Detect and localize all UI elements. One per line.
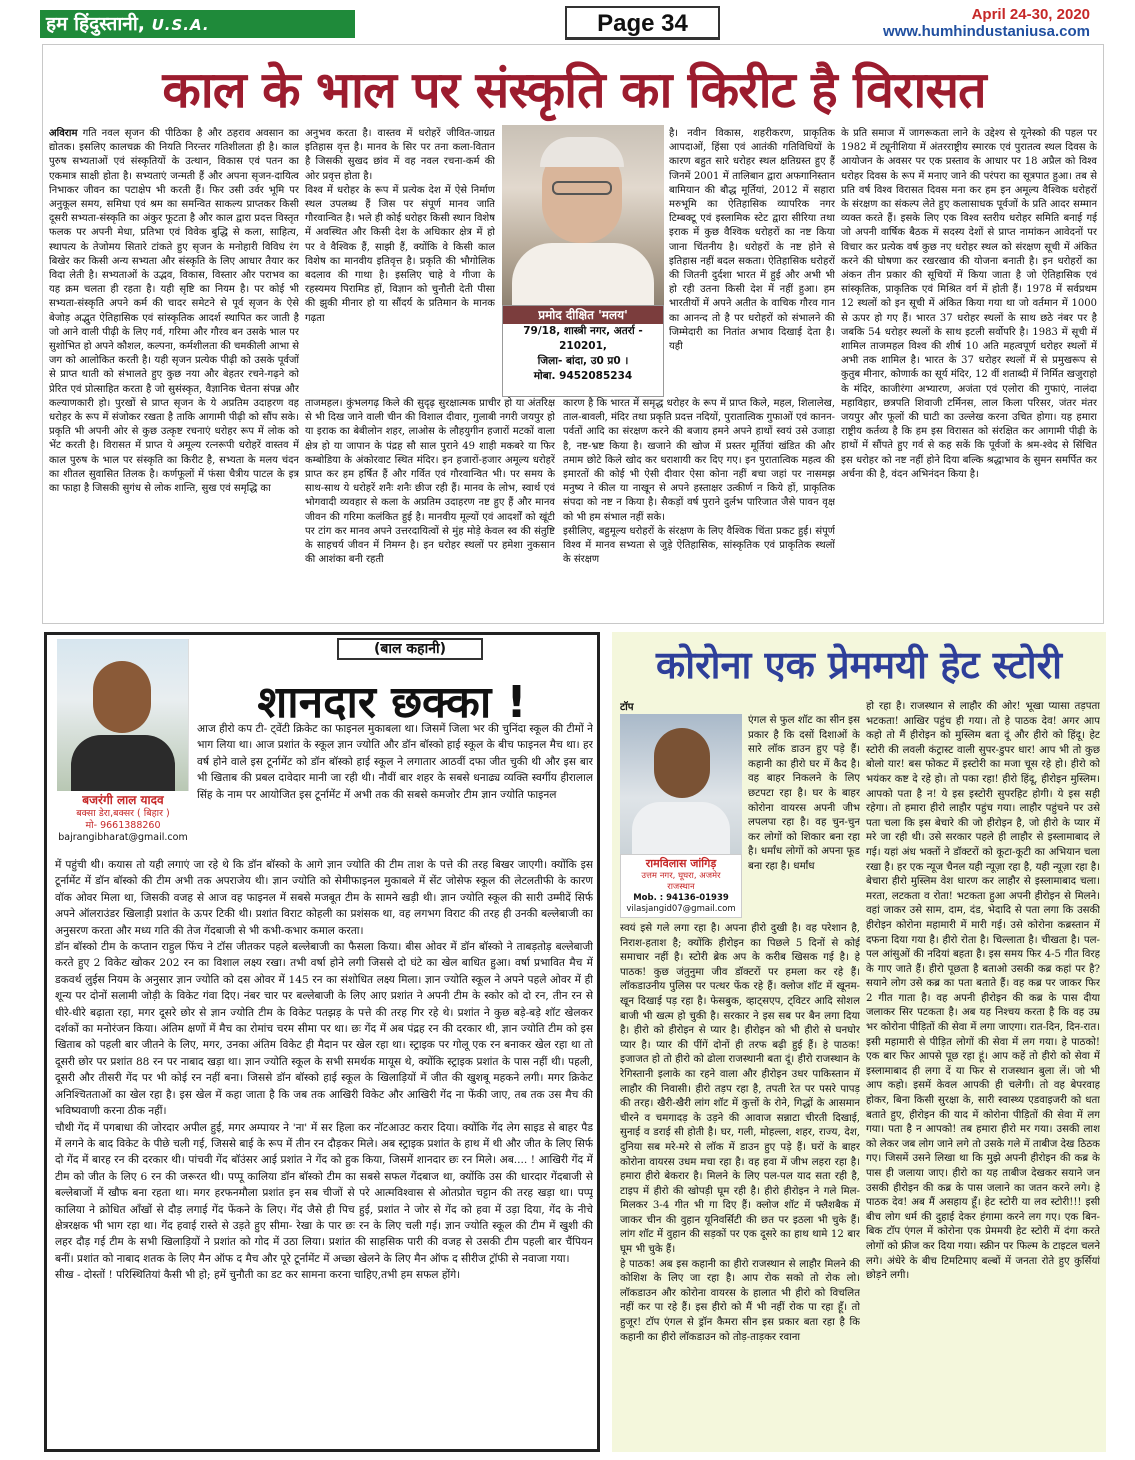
story-intro: आज हीरो कप टी- ट्वेंटी क्रिकेट का फाइनल मुकाबला था। जिसमें जिला भर की चुनिंदा स्कूल की टीमों ने भाग लिया था। आज प्रशांत के स्कूल ज्ञान ज्योति और डॉन बॉस्को हाई स्कूल के बीच फाइनल मैच था। हर वर्ष होने वाले इस टूर्नामेंट को डॉन बॉस्को हाई स्कूल ने लगातार आठवीं दफा जीत चुकी थी और इस बार भी खिताब की प्रबल दावेदार मानी जा रही थी। नौवीं बार शहर के सबसे धनाढ्य व्यक्ति स्वर्गीय हीरालाल सिंह के नाम पर आयोजित इस टूर्नामेंट में अभी तक की सबसे कमजोर टीम ज्ञान ज्योति फाइनल [197,723,593,801]
brand-suffix: U.S.A. [151,16,210,34]
article-headline: काल के भाल पर संस्कृति का किरीट है विरासत [162,61,986,119]
article-column-3: है। नवीन विकास, शहरीकरण, प्राकृतिक आपदाओं, हिंसा एवं आतंकी गतिविधियों के कारण बहुत सारे धरोहर स्थल क्षतिग्रस्त हुए हैं जिनमें 2001 में तालिबान द्वारा अफगानिस्तान बामियान की बौद्ध मूर्तियां, 2012 में सहारा मरुभूमि का ऐतिहासिक व्यापरिक नगर टिम्बक्टू एवं इस्लामिक स्टेट द्वारा सीरिया तथा इराक में कुछ वैश्विक धरोहरों का नष्ट किया जाना चिंतनीय है। धरोहरों के नष्ट होने से इतिहास नहीं बदल सकता। ऐतिहासिक धरोहरों की जितनी दुर्दशा भारत में हुई और अभी भी हो रही उतना किसी देश में नहीं हुआ। हम भारतीयों में अपने अतीत के वाचिक गौरव गान का आनन्द तो है पर धरोहरों को संभालने की जिम्मेदारी का नितांत अभाव दिखाई देता है। यही [669,128,835,353]
article-column-4: के प्रति समाज में जागरूकता लाने के उद्देश्य से यूनेस्को की पहल पर 1982 में ट्यूनीशिया में अंतरराष्ट्रीय स्मारक एवं पुरातत्व स्थल दिवस के आयोजन के अवसर पर एक प्रस्ताव के आधार पर 18 अप्रैल को विश्व धरोहर दिवस के रूप में मनाए जाने की परंपरा का सूत्रपात हुआ। तब से प्रति वर्ष विश्व विरासत दिवस मना कर हम इन अमूल्य वैश्विक धरोहरों के संरक्षण का संकल्प लेते हुए कलासाधक पूर्वजों के प्रति आदर सम्मान व्यक्त करते हैं। इसके लिए एक विश्व स्तरीय धरोहर समिति बनाई गई जो अपनी वार्षिक बैठक में सदस्य देशों से प्राप्त नामांकन आवेदनों पर विचार कर प्रत्येक वर्ष कुछ नए धरोहर स्थल को संरक्षण सूची में अंकित करने की घोषणा कर रखरखाव की योजना बनाती है। इन धरोहरों का अंकन तीन प्रकार की सूचियों में किया जाता है जो ऐतिहासिक एवं सांस्कृतिक, प्राकृतिक एवं मिश्रित वर्ग में होती हैं। 1978 में सर्वप्रथम 12 स्थलों को इन सूची में अंकित किया गया था जो वर्तमान में 1000 से ऊपर हो गए हैं। भारत 37 धरोहर स्थलों के साथ छठे नंबर पर है जबकि 54 धरोहर स्थलों के साथ इटली सर्वोपरि है। 1983 में सूची में शामिल ताजमहल विश्व की शीर्ष 10 अति महत्वपूर्ण धरोहर स्थलों में अभी तक शामिल है। भारत के 37 धरोहर स्थलों में से प्रमुखरूप से कुतुब मीनार, कोणार्क का सूर्य मंदिर, 12 वीं शताब्दी में निर्मित खजुराहो के मंदिर, काजीरंगा अभ्यारण, अजंता एवं एलोरा की गुफाएं, नालंदा महाविहार, छत्रपति शिवाजी टर्मिनस, लाल किला परिसर, जंतर मंतर जयपुर और फूलों की घाटी का उल्लेख करना उचित होगा। यह हमारा राष्ट्रीय कर्तव्य है कि हम इस विरासत को संरक्षित कर आगामी पीढ़ी के हाथों में सौंपते हुए गर्व से कह सकें कि पूर्वजों के श्रम-श्वेद से सिंचित इस धरोहर को नष्ट नहीं होने दिया बल्कि श्रद्धाभाव के सुमन समर्पित कर अर्चना की है, वंदन अभिनंदन किया है। [841,128,1097,480]
author-name: बजरंगी लाल यादव [82,793,164,807]
author-caption [620,854,742,918]
story-body: में पहुंची थी। कयास तो यही लगाएं जा रहे थे कि डॉन बॉस्को के आगे ज्ञान ज्योति की टीम ताश के पत्ते की तरह बिखर जाएगी। क्योंकि इस टूर्नामेंट में डॉन बॉस्को की टीम अभी तक अपराजेय थी। ज्ञान ज्योति को सेमीफाइनल मुकाबले में सेंट जोसेफ स्कूल की लेटलतीफी के कारण वॉक ओवर मिला था, जिसकी वजह से आज वह फाइनल में सबसे मजबूत टीम के सामने खड़ी थी। ज्ञान ज्योति स्कूल की सारी उम्मीदें सिर्फ अपने ऑलराउंडर खिलाड़ी प्रशांत के ऊपर टिकी थी। प्रशांत विराट कोहली का प्रशंसक था, वह लगभग विराट की तरह ही उनकी बल्लेबाजी का अनुसरण करता और मध्य गति की तेज गेंदबाजी से भी कभी-कभार कमाल करता। डॉन बॉस्को टीम के कप्तान राहुल फिंच ने टॉस जीतकर पहले बल्लेबाजी का फैसला किया। बीस ओवर में डॉन बॉस्को ने ताबड़तोड़ बल्लेबाजी करते हुए 2 विकेट खोकर 202 रन का विशाल लक्ष्य रखा। तभी वर्षा होने लगी जिससे दो घंटे का खेल बाधित हुआ। वर्षा प्रभावित मैच में डकवर्थ लुईस नियम के अनुसार ज्ञान ज्योति को दस ओवर में 145 रन का संशोधित लक्ष्य मिला। ज्ञान ज्योति स्कूल ने अपने पहले ओवर में ही शून्य पर दोनों सलामी जोड़ी के विकेट गंवा दिए। नंबर चार पर बल्लेबाजी के लिए आए प्रशांत ने अपनी टीम के स्कोर को दो रन, तीन रन से धीरे-धीरे बढ़ाता रहा, मगर दूसरे छोर से ज्ञान ज्योति टीम के विकेट पतझड़ के पत्ते की तरह गिर रहे थे। प्रशांत ने कुछ बड़े-बड़े शॉट खेलकर दर्शकों का मनोरंजन किया। अंतिम क्षणों में मैच का रोमांच चरम सीमा पर था। छः गेंद में अब पंद्रह रन की दरकार थी, ज्ञान ज्योति टीम को इस खिताब को पहली बार जीतने के लिए, मगर, उनका अंतिम विकेट ही मैदान पर खेल रहा था। स्ट्राइक पर गोलू एक रन बनाकर खेल रहा था तो दूसरी छोर पर प्रशांत 88 रन पर नाबाद खड़ा था। ज्ञान ज्योति स्कूल के सभी समर्थक मायूस थे, क्योंकि स्ट्राइक प्रशांत के पास नहीं थी। पहली, दूसरी और तीसरी गेंद पर भी कोई रन नहीं बना। जिससे डॉन बॉस्को हाई स्कूल के खिलाड़ियों में जीत की खुशबू महकने लगी। मगर क्रिकेट अनिश्चितताओं का खेल रहा है। इस खेल में कहा जाता है कि जब तक आखिरी विकेट और आखिरी गेंद ना फेंकी जाए, तब तक उस मैच की भविष्यवाणी करना ठीक नहीं। चौथी गेंद में पगबाधा की जोरदार अपील हुई, मगर अम्पायर ने 'ना' में सर हिला कर नॉटआउट करार दिया। क्योंकि गेंद लेग साइड से बाहर पैड में लगने के बाद विकेट के पीछे चली गई, जिससे बाई के रूप में तीन रन दौड़कर मिले। अब स्ट्राइक प्रशांत के हाथ में थी और जीत के लिए सिर्फ दो गेंद में बारह रन की दरकार थी। पांचवी गेंद बॉउंसर आई प्रशांत ने गेंद को हुक किया, जिसमें शानदार छः रन मिले। अब.... ! आखिरी गेंद में टीम को जीत के लिए 6 रन की जरूरत थी। पप्पू कालिया डॉन बॉस्को टीम का सबसे सफल गेंदबाज था, क्योंकि उस की धारदार गेंदबाजी से बल्लेबाजों में खौफ बना रहता था। मगर हरफनमौला प्रशांत इन सब चीजों से परे आत्मविश्वास से ओतप्रोत चट्टान की तरह खड़ा था। पप्पू कालिया ने क्रोधित आँखों से दौड़ लगाई गेंद फेंकने के लिए। गेंद जैसे ही पिच हुई, प्रशांत ने जोर से गेंद को हवा में उड़ा दिया, गेंद के नीचे क्षेत्ररक्षक भी भाग रहा था। गेंद हवाई रास्ते से उड़ते हुए सीमा- रेखा के पार छः रन के लिए चली गई। ज्ञान ज्योति स्कूल की टीम में खुशी की लहर दौड़ गई टीम के सभी खिलाड़ियों ने प्रशांत को गोद में उठा लिया। प्रशांत की साहसिक पारी की वजह से उसकी टीम पहली बार चैंपियन बनीं। प्रशांत को नाबाद शतक के लिए मैन ऑफ द मैच और पूरे टूर्नामेंट में अच्छा खेलने के लिए मैन ऑफ द सीरीज ट्रॉफी से नवाजा गया। सीख - दोस्तों ! परिस्थितियां कैसी भी हो; हमें चुनौती का डट कर सामना करना चाहिए,तभी हम सफल होंगे। [55,859,593,1282]
article-cricket-story [44,632,600,1452]
story-column-1: स्वयं इसे गले लगा रहा है। अपना हीरो दुखी है। वह परेशान है, निराश-हताश है; क्योंकि हीरोइन का पिछले 5 दिनों से कोई समाचार नहीं है। स्टोरी ब्रेक अप के करीब खिसक गई है। हे पाठक! कुछ जंतुनुमा जीव डॉक्टरों पर हमला कर रहे हैं। लॉकडाउनीय पुलिस पर पत्थर फेंक रहे हैं। क्लोज शॉट में खूनम-खून दिखाई पड़ रहा है। फेसबुक, व्हाट्सएप, ट्विटर आदि सोशल बाजी भी खत्म हो चुकी है। सरकार ने इस सब पर बैन लगा दिया है। हीरो को हीरोइन से प्यार है। हीरोइन को भी हीरो से घनघोर प्यार है। प्यार की पींगें दोनों ही तरफ बढ़ी हुई हैं। हे पाठक! इजाजत हो तो हीरो को ढोला राजस्थानी बता दूं। हीरो राजस्थान के रेगिस्तानी इलाके का रहने वाला और हीरोइन उधर पाकिस्तान में लाहौर की निवासी। हीरो तड़प रहा है, तपती रेत पर पसरे पापड़ की तरह। खैरी-खैरी लांग शॉट में कुत्तों के रोने, गिद्धों के आसमान चीरने व चमगादड़ के उड़ने की आवाज सन्नाटा चीरती दिखाई, सुनाई व डराई सी होती है। घर, गली, मोहल्ला, शहर, राज्य, देश, दुनिया सब मरे-मरे से लॉक में डाउन हुए पड़े हैं। घरों के बाहर कोरोना वायरस उधम मचा रहा है। वह हवा में जीभ लहरा रहा है। हमारा हीरो बेकरार है। मिलने के लिए पल-पल याद सता रही है, टाइप में हीरो की खोपड़ी घूम रही है। हीरो हीरोइन ने गले मिल-मिलकर 3-4 गीत भी गा दिए हैं। क्लोज शॉट में फ्लैशबैक में जाकर चीन की वुहान यूनिवर्सिटी की छत पर इठला भी चुके हैं। लांग शॉट में वुहान की सड़कों पर एक दूसरे का हाथ थामे 12 बार घूम भी चुके हैं। हे पाठक! अब इस कहानी का हीरो राजस्थान से लाहौर मिलने की कोशिश के लिए जा रहा है। आप रोक सको तो रोक लो। लॉकडाउन और कोरोना वायरस के हालात भी हीरो को विचलित नहीं कर पा रहे हैं। इस हीरो को मैं भी नहीं रोक पा रहा हूँ। तो हुजूर! टॉप एंगल से ड्रॉन कैमरा सीन इस प्रकार बता रहा है कि कहानी का हीरो लॉकडाउन को तोड़-ताड़कर रवाना [620,923,860,1343]
story-top: एंगल से फुल शॉट का सीन इस प्रकार है कि दसों दिशाओं के सारे लॉक डाउन हुए पड़े हैं। कहानी का हीरो घर में कैद है। वह बाहर निकलने के लिए छटपटा रहा है। घर के बाहर कोरोना वायरस अपनी जीभ लपलपा रहा है। वह चुन-चुन कर लोगों को शिकार बना रहा है। धर्मांध लोगों को अपना फूड बना रहा है। धर्मांध [748,715,860,872]
dateline [883,6,1090,40]
author-name: रामविलास जांगिड़ [645,857,717,870]
article-column-2b: ताजमहल। कुंभलगढ़ किले की सुदृढ़ सुरक्षात्मक प्राचीर हो या अंतरिक्ष से भी दिख जाने वाली चीन की विशाल दीवार, गुलाबी नगरी जयपुर हो या इराक का बेबीलोन शहर, लाओस के लौहयुगीन हजारों मटकों वाला क्षेत्र हो या जापान के पंद्रह सौ साल पुराने 49 शाही मकबरे या फिर कम्बोडिया के अंकोरवाट स्थित मंदिर। इन हजारों-हजार अमूल्य धरोहरें प्राप्त कर हम हर्षित हैं और गर्वित एवं गौरवान्वित भी। पर समय के साथ-साथ ये धरोहरें शनैः शनैः छीज रही हैं। मानव के लोभ, स्वार्थ एवं भोगवादी व्यवहार से कला के अप्रतिम उदाहरण नष्ट हुए हैं और मानव जीवन की गरिमा कलंकित हुई है। मानवीय मूल्यों एवं आदर्शों को खूंटी पर टांग कर मानव अपने उत्तरदायित्वों से मुंह मोड़े केवल स्व की संतुष्टि के साहचर्य जीवन में निमग्न है। इन धरोहर स्थलों पर हमेशा नुकसान की आशंका बनी रहती [305,398,555,566]
author-phone: मोबा. 9452085234 [533,370,633,382]
drop-word: अविराम [49,128,78,139]
article-column-3b: कारण है कि भारत में समृद्ध धरोहर के रूप में प्राप्त किले, महल, शिलालेख, ताल-बावली, मंदिर तथा प्रकृति प्रदत्त नदियों, पुरातात्विक गुफाओं एवं कानन-पर्वतों आदि का संरक्षण करने की बजाय हमने अपने हाथों स्वयं उसे उजाड़ा है, नष्ट-भ्रष्ट किया है। खजाने की खोज में प्रस्तर मूर्तियां खंडित की और तमाम छोटे किले खोद कर धराशायी कर दिए गए। इन पुरातात्विक महत्व की इमारतों की कोई भी ऐसी दीवार ऐसा कोना नहीं बचा जहां पर नासमझ मनुष्य ने कील या नाखून से अपने हस्ताक्षर उत्कीर्ण न किये हों, प्राकृतिक संपदा को नष्ट न किया है। सैकड़ों वर्ष पुराने दुर्लभ पारिजात जैसे पावन वृक्ष को भी हम संभाल नहीं सके। इसीलिए, बहुमूल्य धरोहरों के संरक्षण के लिए वैश्विक चिंता प्रकट हुई। संपूर्ण विश्व में मानव सभ्यता से जुड़े ऐतिहासिक, सांस्कृतिक एवं प्राकृतिक स्थलों के संरक्षण [563,398,835,566]
story-headline: शानदार छक्का ! [257,677,527,728]
article-column-2: अनुभव करता है। वास्तव में धरोहरें जीवित-जाग्रत इतिहास वृत्त है। मानव के सिर पर तना कला-वितान है जिसकी सुखद छांव में वह नवल रचना-कर्म की ओर प्रवृत्त होता है। विश्व में धरोहर के रूप में प्रत्येक देश में ऐसे निर्माण स्थल उपलब्ध हैं जिस पर संपूर्ण मानव जाति गौरवान्वित है। भले ही कोई धरोहर किसी स्थान विशेष में अवस्थित और किसी देश के अधिकार क्षेत्र में हो पर वे वैश्विक हैं, साझी हैं, क्योंकि वे किसी काल विशेष का मानवीय इतिवृत्त है। प्रकृति की भौगोलिक बदलाव की गाथा है। इसलिए चाहे वे गीजा के रहस्यमय पिरामिड हों, विज्ञान को चुनौती देती पीसा की झुकी मीनार हो या सौंदर्य के प्रतिमान के मानक गढ़ता [305,128,495,324]
author-phone: मो- 9661388260 [85,820,161,831]
website-link[interactable]: www.humhindustaniusa.com [883,23,1090,40]
author-address-1: 79/18, शास्त्री नगर, अतर्रा - [523,325,643,337]
article-heritage [42,44,1104,624]
author-address-2: 210201, [559,340,607,352]
author-place-1: उत्तम नगर, घूघरा, अजमेर [641,871,721,881]
column-text: गति नवल सृजन की पीठिका है और ठहराव अवसान का द्योतक। इसलिए कालचक्र की नियति निरन्तर गतिशीलता ही है। काल पुरुष सभ्यताओं एवं संस्कृतियों के उत्थान, विकास एवं पतन का एकमात्र साक्षी होता है। सभ्यताएं जन्मती हैं और अपना सृजन-दायित्व निभाकर जीवन का पटाक्षेप भी करती हैं। फिर उसी उर्वर भूमि पर अनुकूल समय, समिधा एवं श्रम का समन्वित साकल्य प्राप्तकर किसी दूसरी सभ्यता-संस्कृति का अंकुर फूटता है और काल द्वारा प्रदत्त विस्तृत फलक पर अपनी मेधा, प्रतिभा एवं विवेक बुद्धि से कला, साहित्य, स्थापत्य के तेजोमय सितारे टांकते हुए सृजन के मनोहारी विविध रंग बिखेर कर किसी अन्य सभ्यता और संस्कृति के लिए आधार तैयार कर विदा लेती है। सभ्यताओं के उद्भव, विकास, विस्तार और पराभव का यह क्रम चलता ही रहता है। यही सृष्टि का नियम है। पर कोई भी सभ्यता-संस्कृति अपने कर्म की चादर समेटने से पूर्व सृजन के ऐसे बेजोड़ अद्भुत ऐतिहासिक एवं सांस्कृतिक आदर्श स्थापित कर जाती है जो आने वाली पीढ़ी के लिए गर्व, गरिमा और गौरव बन उसके भाल पर सुशोभित हो अपने कौशल, कल्पना, कर्मशीलता की चमकीली आभा से जग को आलोकित करती है। यही सृजन प्रत्येक पीढ़ी को उसके पूर्वजों से प्राप्त थाती को संभालते हुए कुछ नया और बेहतर रचने-गढ़ने को प्रेरित एवं प्रोत्साहित करता है जो सुसंस्कृत, वैज्ञानिक चेतना संपन्न और कल्याणकारी हो। पुरखों से प्राप्त सृजन के ये अप्रतिम उदाहरण वह धरोहर के रूप में संजोकर रखता है ताकि आगामी पीढ़ी को सौंप सके। प्रकृति भी अपनी ओर से कुछ उत्कृष्ट रचनाएं धरोहर रूप में लोक को भेंट करती है। विरासत में प्राप्त ये अमूल्य रत्नरूपी धरोहरें वास्तव में काल पुरुष के भाल पर संस्कृति का किरीट है, सभ्यता के मलय चंदन का शीतल सुवासित तिलक है। कर्णफूलों में फंसा चैत्रीय पाटल के इत्र का फाहा है जिसकी सुगंध से लोक शान्ति, सुख एवं समृद्धि का [49,128,299,495]
author-caption [57,793,189,844]
author-phone: Mob. : 94136-01939 [633,893,729,903]
author-name: प्रमोद दीक्षित 'मलय' [503,306,663,324]
article-corona-story [612,632,1106,1452]
article-column-1 [49,127,299,617]
author-email: bajrangibharat@gmail.com [58,832,188,843]
page-number: Page 34 [565,6,720,40]
masthead [40,6,1100,42]
author-photo [502,125,664,305]
brand-name: हम हिंदुस्तानी, [46,13,145,35]
story-column-2: हो रहा है। राजस्थान से लाहौर की ओर! भूखा प्यासा तड़पता भटकता! आखिर पहुंच ही गया। तो हे पाठक देव! अगर आप कहो तो मैं हीरोइन को मुस्लिम बता दूं और हीरो को हिंदू। हेट स्टोरी की लवली कंट्रास्ट वाली सुपर-डुपर धार! आप भी तो कुछ बोलो यार! बस फोकट में इस्टोरी का मजा चूस रहे हो। हीरो को भयंकर कष्ट दे रहे हो। तो पका रहा! हीरो हिंदू, हीरोइन मुस्लिम। आपको पता है न! ये इस इस्टोरी सुपरहिट होगी। ये इस सही रहेगा। तो हमारा हीरो लाहौर पहुंच गया। लाहौर पहुंचने पर उसे पता चला कि इस बेचारे की जो हीरोइन है, जो हीरो के प्यार में मरे जा रही थी। उसे सरकार पहले ही लाहौर से इस्लामाबाद ले गई। यहां अंध भक्तों ने डॉक्टरों को कूटा-कूटी का अभियान चला रखा है। हर एक न्यूज चैनल यही न्यूज़ा रहा है, यही न्यूज़ा रहा है। बेचारा हीरो मुस्लिम वेश धारण कर लाहौर से इस्लामाबाद चला। मरता, लटकता व रोता! भटकता हुआ अपनी हीरोइन से मिलने। वहां जाकर उसे साम, दाम, दंड, भेदादि से पता लगा कि उसकी हीरोइन कोरोना महामारी में मारी गई। उसे कोरोना कब्रस्तान में दफना दिया गया है। हीरो रोता है। चिल्लाता है। चीखता है। पल-पल आंसुओं की नदियां बहता है। इस समय फिर 4-5 गीत विरह के गाए जाते हैं। हीरो पूछता है बताओ उसकी कब्र कहां पर है? सयाने लोग उसे कब्र का पता बताते हैं। वह कब्र पर जाकर फिर 2 गीत गाता है। वह अपनी हीरोइन की कब्र के पास दीया जलाकर सिर पटकता है। अब यह निश्चय करता है कि वह उम्र भर कोरोना पीड़ितों की सेवा में लगा जाएगा। रात-दिन, दिन-रात। इसी महामारी से पीड़ित लोगों की सेवा में लग गया। हे पाठको! एक बार फिर आपसे पूछ रहा हूं। आप कहें तो हीरो को सेवा में इस्लामाबाद ही लगा दें या फिर से राजस्थान बुला लें। जो भी आप कहो। इसमें केवल आपकी ही चलेगी। तो वह बेपरवाह होकर, बिना किसी सुरक्षा के, सारी स्वास्थ्य एडवाइजरी को धता बताते हुए, हीरोइन की याद में कोरोना पीड़ितों की सेवा में लग गया। पता है न आपको! तब हमारा हीरो मर गया। उसकी लाश को लेकर जब लोग जाने लगे तो उसके गले में ताबीज देख ठिठक गए। जिसमें उसने लिखा था कि मुझे अपनी हीरोइन की कब्र के पास ही जलाया जाए। हीरो का यह ताबीज देखकर सयाने जन उसकी हीरोइन की कब्र के पास जलाने का जतन करने लगे। हे पाठक देव! अब मैं असहाय हूँ। हेट स्टोरी या लव स्टोरी!!! इसी बीच लोग धर्म की दुहाई देकर हंगामा करने लग गए। एक बिन-बिक टॉप एंगल में कोरोना एक प्रेममयी हेट स्टोरी में दंगा करते लोगों को फ्रीज कर दिया गया। स्क्रीन पर फिल्म के टाइटल चलने लगे। अंधेरे के बीच टिमटिमाए बल्बों में जनता रोते हुए कुर्सियां छोड़ने लगी। [866,701,1100,1282]
newspaper-brand [40,10,355,38]
issue-date: April 24-30, 2020 [971,6,1090,23]
author-email: vilasjangid07@gmail.com [626,904,736,914]
author-address-3: जिला- बांदा, उ0 प्र0 । [537,355,629,367]
drop-word: टॉप [620,701,634,713]
author-place: बक्सा डेरा,बक्सर ( बिहार ) [76,808,170,819]
author-place-2: राजस्थान [667,882,695,892]
author-photo [620,714,742,854]
story-kicker: (बाल कहानी) [337,638,483,660]
story-headline: कोरोना एक प्रेममयी हेट स्टोरी [656,643,1062,687]
author-photo [57,639,189,791]
author-box [502,305,664,397]
